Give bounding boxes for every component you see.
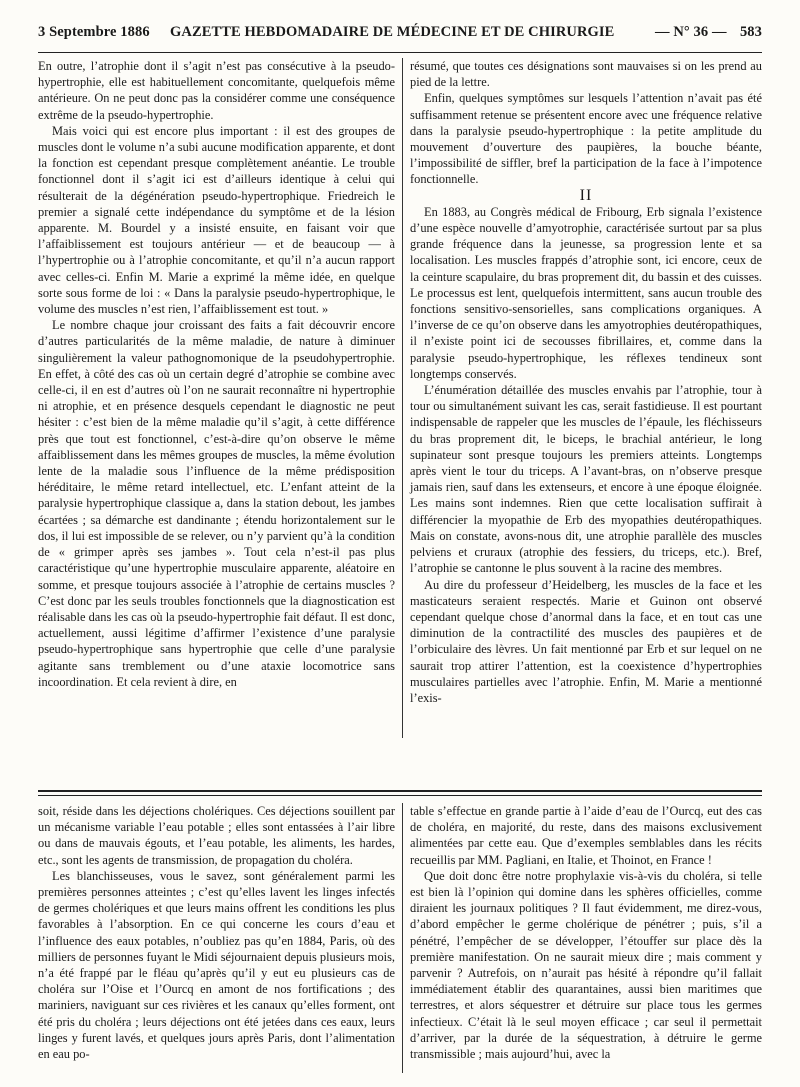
- column-bottom-right: [410, 803, 762, 1073]
- column-top-right: [410, 58, 762, 740]
- column-divider: [402, 803, 403, 1073]
- paragraph: En outre, l’atrophie dont il s’agit n’est pas consécutive à la pseudo-hypertrophie, elle est habituellement concomitante, quelquefois même antérieure. On ne peut donc pas la considérer comme une conséquence extrême de la pseudo-hypertrophie.: [38, 59, 395, 122]
- header-date: 3 Septembre 1886: [38, 24, 150, 40]
- paragraph: Mais voici qui est encore plus important : il est des groupes de muscles dont le volume n’a subi aucune modification apparente, et dont la fonction est cependant presque complètement anéantie. Le trouble fonctionnel dont il s’agit ici est d’ailleurs identique à celui qui résulterait de la dégénération pseudo-hypertrophique. Friedreich le premier a signalé cette indépendance du symptôme et de la lésion apparente. M. Bourdel y a insisté ensuite, en faisant voir que l’affaiblissement est toujours antérieur — et de beaucoup — à l’hypertrophie ou à l’atrophie concomitante, et qu’il n’a aucun rapport avec celles-ci. Enfin M. Marie a exprimé la même idée, en quelque sorte sous forme de loi : « Dans la paralysie pseudo-hypertrophique, le volume des muscles n’est rien, l’affaiblissement est tout. »: [38, 123, 395, 317]
- paragraph: Au dire du professeur d’Heidelberg, les muscles de la face et les masticateurs seraient respectés. Marie et Guinon ont observé cependant quelque chose d’anormal dans la face, et en tout cas une diminution de la contractilité des muscles des paupières et de l’orbiculaire des lèvres. Un fait mentionné par Erb et sur lequel on ne saurait trop attirer l’attention, est la coexistence d’hypertrophies musculaires partielles avec l’atrophie. Enfin, M. Marie a mentionné l’exis-: [410, 577, 762, 705]
- paragraph: Que doit donc être notre prophylaxie vis-à-vis du choléra, si telle est bien là l’opinion qui domine dans les sphères officielles, comme diraient les journaux politiques ? Il faut évidemment, me direz-vous, d’abord empêcher le germe cholérique de pénétrer ; puis, s’il a pénétré, l’empêcher de se développer, l’étouffer sur place dès la première manifestation. On ne saurait mieux dire ; mais comment y parvenir ? Autrefois, on n’aurait pas hésité à répondre qu’il fallait immédiatement établir des quarantaines, aussi bien maritimes que terrestres, et alors séquestrer et détruire sur place tous les germes infectieux. C’était là le seul moyen efficace ; car seul il permettait d’arriver, par la durée de la séquestration, à détruire le germe transmissible ; mais aujourd’hui, avec la: [410, 868, 762, 1062]
- paragraph: Le nombre chaque jour croissant des faits a fait découvrir encore d’autres particularités de la même maladie, de nature à diminuer singulièrement la valeur pathognomonique de la pseudohypertrophie. En effet, à côté des cas où un certain degré d’atrophie se combine avec celle-ci, il en est d’autres où l’on ne saurait reconnaître ni hypertrophie ni atrophie, et en présence desquels cependant le diagnostic ne peut hésiter : c’est bien de la même maladie qu’il s’agit, à cette différence près que tout est fonctionnel, c’est-à-dire qu’on observe le même affaiblissement dans les mêmes groupes de muscles, la même évolution lente de la maladie sous l’influence de la même prédisposition héréditaire, le même retard intellectuel, etc. L’enfant atteint de la paralysie hypertrophique classique a, dans la station debout, les jambes écartées ; sa démarche est dandinante ; étendu horizontalement sur le dos, il lui est impossible de se relever, ou n’y parvient qu’à la condition de « grimper après ses jambes ». Tout cela n’est-il pas plus caractéristique qu’une hypertrophie musculaire apparente, aléatoire en somme, et presque toujours associée à l’atrophie de certains muscles ? C’est donc par les seuls troubles fonctionnels que la diagnostication est réalisable dans les cas où la pseudo-hypertrophie fait défaut. Il est donc, actuellement, aussi légitime d’affirmer l’existence d’une paralysie pseudo-hypertrophique sans hypertrophie que celle d’une paralysie agitante sans tremblement ou d’une ataxie locomotrice sans incoordination. Et cela revient à dire, en: [38, 318, 395, 689]
- paragraph: En 1883, au Congrès médical de Fribourg, Erb signala l’existence d’une espèce nouvelle d’amyotrophie, caractérisée surtout par sa plus grande fréquence dans la jeunesse, sa progression lente et sa localisation. Les muscles frappés d’atrophie sont, ici encore, ceux de la ceinture scapulaire, du bras proprement dit, du bassin et des cuisses. Le processus est lent, quelquefois intermittent, sans aucun trouble des fonctions sensitivo-sensorielles, sans complications organiques. A l’inverse de ce qu’on observe dans les amyotrophies deutéropathiques, il n’existe point ici de secousses fibrillaires, et, comme dans la paralysie pseudo-hypertrophique, les réflexes tendineux sont longtemps conservés.: [410, 204, 762, 381]
- column-bottom-left: [38, 803, 395, 1073]
- paragraph: Les blanchisseuses, vous le savez, sont généralement parmi les premières personnes atteintes ; c’est qu’elles lavent les linges infectés de germes cholériques et que leurs mains offrent les conditions les plus favorables à l’absorption. En ce qui concerne les cours d’eau et l’influence des eaux potables, n’oubliez pas qu’en 1884, Paris, où des milliers de personnes fuyant le Midi séjournaient depuis plusieurs mois, n’a été frappé par le fléau qu’après qu’il y eut eu plusieurs cas de choléra sur l’Oise et l’Ourcq en amont de nos fortifications ; des mariniers, naviguant sur ces rivières et les canaux qu’elles forment, ont été pris du choléra ; leurs déjections ont été jetées dans ces eaux, leurs linges y furent lavés, et quelques jours après Paris, dont l’alimentation en eau po-: [38, 868, 395, 1062]
- column-divider: [402, 58, 403, 738]
- paragraph: table s’effectue en grande partie à l’aide d’eau de l’Ourcq, eut des cas de choléra, en majorité, du reste, dans des maisons exclusivement alimentées par cette eau. Que d’exemples semblables dans les récits recueillis par MM. Pagliani, en Italie, et Thoinot, en France !: [410, 804, 762, 867]
- article-separator: [38, 790, 762, 792]
- section-heading: II: [579, 186, 593, 204]
- running-header: [38, 18, 762, 48]
- header-rule: [38, 52, 762, 53]
- header-title: GAZETTE HEBDOMADAIRE DE MÉDECINE ET DE CHIRURGIE: [170, 24, 615, 40]
- paragraph: résumé, que toutes ces désignations sont mauvaises si on les prend au pied de la lettre.: [410, 59, 762, 90]
- header-issue: — N° 36 —: [655, 24, 727, 40]
- paragraph: L’énumération détaillée des muscles envahis par l’atrophie, tour à tour ou simultanément suivant les cas, serait fastidieuse. Il est pourtant indispensable de rappeler que les muscles de l’épaule, les fléchisseurs du bras proprement dit, le biceps, le brachial antérieur, le long supinateur sont presque toujours les premiers atteints. Longtemps après vient le tour du triceps. A l’avant-bras, on n’observe presque jamais rien, sauf dans les extenseurs, et encore à une époque éloignée. Les mains sont indemnes. Rien que cette localisation suffirait à différencier la myopathie de Erb des myopathies deutéropathiques. Mais on constate, avons-nous dit, une atrophie parallèle des muscles pelviens et cruraux (atrophie des fessiers, du triceps, etc.). Bref, l’atrophie se cantonne le plus souvent à la racine des membres.: [410, 383, 762, 576]
- article-separator-thin: [38, 795, 762, 796]
- header-page-number: 583: [739, 24, 762, 40]
- paragraph: Enfin, quelques symptômes sur lesquels l’attention n’avait pas été suffisamment retenue se présentent encore avec une fréquence relative dans la paralysie pseudo-hypertrophique : la petite amplitude du mouvement d’ouverture des paupières, la bouche béante, l’impossibilité de siffler, bref la participation de la face à l’impotence fonctionnelle.: [410, 91, 762, 187]
- paragraph: soit, réside dans les déjections cholériques. Ces déjections souillent par un mécanisme variable l’eau potable ; elles sont entassées à l’air libre ou dans de mauvais égouts, et l’eau potable, les aliments, les hardes, etc., sont les agents de transmission, de propagation du choléra.: [38, 804, 395, 867]
- column-top-left: [38, 58, 395, 740]
